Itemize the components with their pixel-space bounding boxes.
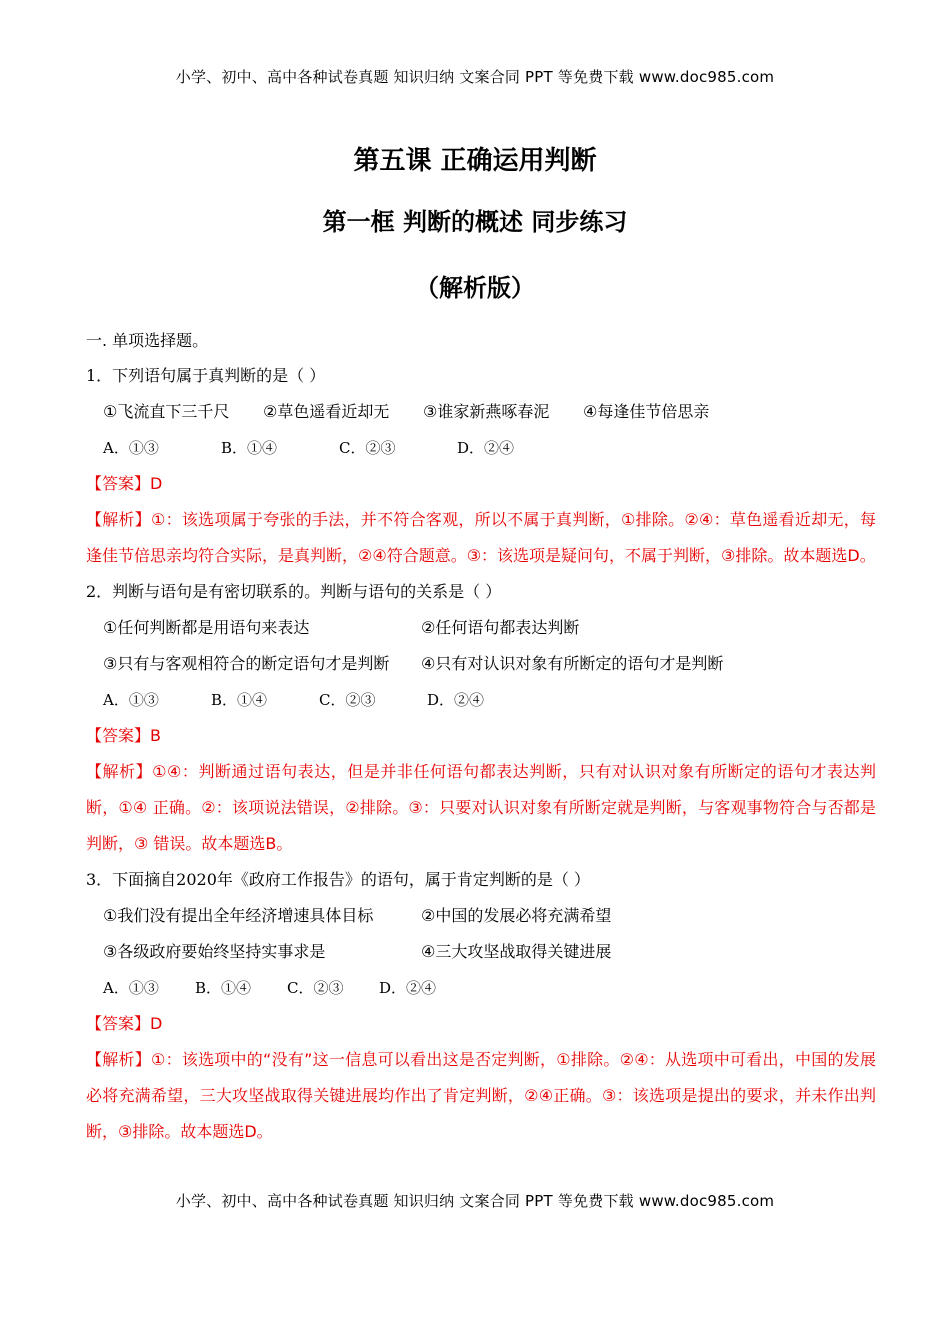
choice-c: C．②③ [319,691,376,709]
option: ④只有对认识对象有所断定的语句才是判断 [421,654,724,673]
question-1-choices [86,430,876,466]
choice-b: B．①④ [195,979,252,997]
option: ④三大攻坚战取得关键进展 [421,942,612,961]
choice-d: D．②④ [379,979,437,997]
option: ①任何判断都是用语句来表达 [103,618,310,637]
question-2-options [86,610,876,646]
question-3-options [86,898,876,934]
question-2-analysis: 【解析】①④：判断通过语句表达，但是并非任何语句都表达判断，只有对认识对象有所断定的语句才表达判断，①④ 正确。②：该项说法错误，②排除。③：只要对认识对象有所断定就是判断，与客观事物符合与否都是判断，③ 错误。故本题选B。 [86,762,876,853]
question-3-answer: 【答案】D [86,1014,163,1033]
section-title: 第一框 判断的概述 同步练习 [322,208,628,236]
question-3-choices [86,970,876,1006]
question-2-stem: 2．判断与语句是有密切联系的。判断与语句的关系是（ ） [86,582,502,601]
question-2-options-row2 [86,646,876,682]
question-2-choices [86,682,876,718]
choice-c: C．②③ [287,979,344,997]
question-1-options [86,394,876,430]
section-heading: 一. 单项选择题。 [86,331,209,350]
option: ②草色遥看近却无 [263,402,390,421]
choice-d: D．②④ [427,691,485,709]
option: ③只有与客观相符合的断定语句才是判断 [103,654,390,673]
question-3-stem: 3．下面摘自2020年《政府工作报告》的语句，属于肯定判断的是（ ） [86,870,590,889]
page-header: 小学、初中、高中各种试卷真题 知识归纳 文案合同 PPT 等免费下载 www.doc985.com [175,68,775,86]
option: ④每逢佳节倍思亲 [583,402,710,421]
lesson-title: 第五课 正确运用判断 [353,146,597,176]
option: ②中国的发展必将充满希望 [421,906,612,925]
option: ②任何语句都表达判断 [421,618,580,637]
document-body [86,324,876,1150]
question-2-answer: 【答案】B [86,726,161,745]
edition-label: （解析版） [415,274,535,302]
option: ①我们没有提出全年经济增速具体目标 [103,906,374,925]
option: ③各级政府要始终坚持实事求是 [103,942,326,961]
question-3-analysis: 【解析】①：该选项中的“没有”这一信息可以看出这是否定判断，①排除。②④：从选项中可看出，中国的发展必将充满希望，三大攻坚战取得关键进展均作出了肯定判断，②④正确。③：该选项是提出的要求，并未作出判断，③排除。故本题选D。 [86,1050,876,1141]
choice-d: D．②④ [457,439,515,457]
choice-a: A．①③ [103,439,159,457]
choice-a: A．①③ [103,979,159,997]
question-3-options-row2 [86,934,876,970]
option: ①飞流直下三千尺 [103,402,230,421]
option: ③谁家新燕啄春泥 [423,402,550,421]
question-1-stem: 1．下列语句属于真判断的是（ ） [86,366,326,385]
choice-b: B．①④ [211,691,268,709]
choice-b: B．①④ [221,439,278,457]
choice-c: C．②③ [339,439,396,457]
choice-a: A．①③ [103,691,159,709]
question-1-analysis: 【解析】①：该选项属于夸张的手法，并不符合客观，所以不属于真判断，①排除。②④：草色遥看近却无，每逢佳节倍思亲均符合实际，是真判断，②④符合题意。③：该选项是疑问句，不属于判断，③排除。故本题选D。 [86,510,876,565]
page-footer: 小学、初中、高中各种试卷真题 知识归纳 文案合同 PPT 等免费下载 www.doc985.com [175,1192,775,1210]
question-1-answer: 【答案】D [86,474,163,493]
